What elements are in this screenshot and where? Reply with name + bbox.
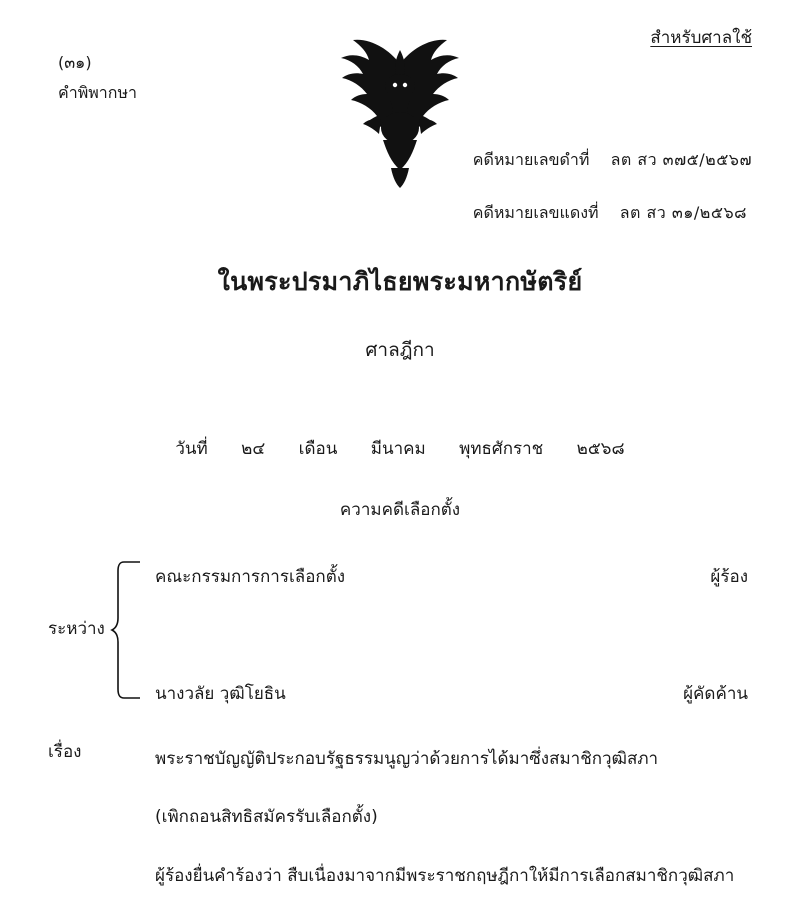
subject-label: เรื่อง xyxy=(48,742,82,762)
body-paragraph-1: ผู้ร้องยื่นคำร้องว่า สืบเนื่องมาจากมีพระราชกฤษฎีกาให้มีการเลือกสมาชิกวุฒิสภา xyxy=(155,866,735,886)
case-red-number-value: ลต สว ๓๑/๒๕๖๘ xyxy=(619,203,747,222)
date-month-label: เดือน xyxy=(298,439,338,459)
party-respondent-role: ผู้คัดค้าน xyxy=(683,684,748,704)
garuda-emblem-icon xyxy=(325,28,475,188)
king-proclamation-line: ในพระปรมาภิไธยพระมหากษัตริย์ xyxy=(217,267,583,296)
case-red-number-label: คดีหมายเลขแดงที่ xyxy=(472,203,599,222)
date-year-value: ๒๕๖๘ xyxy=(576,439,625,459)
party-respondent-name: นางวลัย วุฒิโยธิน xyxy=(155,684,286,704)
document-type: คำพิพากษา xyxy=(58,83,137,103)
case-numbers xyxy=(473,148,752,254)
case-black-number-label: คดีหมายเลขดำที่ xyxy=(472,150,590,169)
date-day-value: ๒๔ xyxy=(241,439,266,459)
date-year-label: พุทธศักราช xyxy=(459,439,544,459)
party-petitioner-name: คณะกรรมการการเลือกตั้ง xyxy=(155,567,346,587)
party-petitioner-role: ผู้ร้อง xyxy=(710,567,748,587)
subject-text: พระราชบัญญัติประกอบรัฐธรรมนูญว่าด้วยการได้มาซึ่งสมาชิกวุฒิสภา xyxy=(155,749,659,769)
date-day-label: วันที่ xyxy=(175,439,208,459)
case-red-number xyxy=(473,201,752,226)
date-month-value: มีนาคม xyxy=(370,439,426,459)
court-name: ศาลฎีกา xyxy=(365,339,435,361)
court-use-label: สำหรับศาลใช้ xyxy=(650,28,752,48)
document-number: (๓๑) xyxy=(58,53,92,72)
subject-note: (เพิกถอนสิทธิสมัครรับเลือกตั้ง) xyxy=(155,807,378,827)
case-black-number-value: ลต สว ๓๗๕/๒๕๖๗ xyxy=(610,150,752,169)
parties-between-label: ระหว่าง xyxy=(48,619,105,639)
case-type-label: ความคดีเลือกตั้ง xyxy=(339,500,461,520)
document-number-block xyxy=(58,48,137,109)
judgment-date-line xyxy=(0,435,800,462)
case-black-number xyxy=(473,148,752,173)
parties-brace xyxy=(110,560,144,700)
